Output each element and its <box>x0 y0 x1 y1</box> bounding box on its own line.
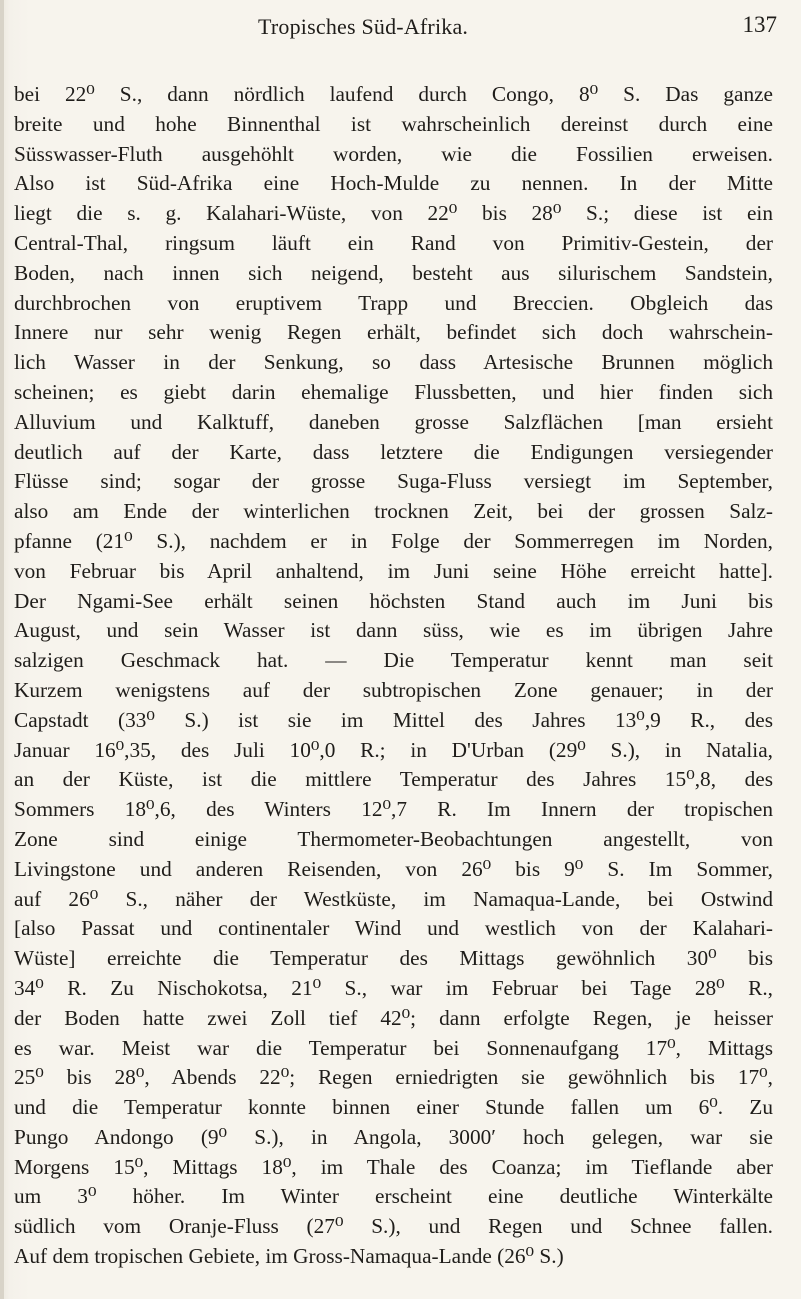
text-line: scheinen; es giebt darin ehemalige Flussbetten, und hier finden sich <box>14 379 773 404</box>
text-line: bei 22⁰ S., dann nördlich laufend durch Congo, 8⁰ S. Das ganze <box>14 82 773 106</box>
text-line: Sommers 18⁰,6, des Winters 12⁰,7 R. Im Innern der tropischen <box>14 797 773 822</box>
text-line: und die Temperatur konnte binnen einer Stunde fallen um 6⁰. Zu <box>14 1095 773 1120</box>
text-line: Morgens 15⁰, Mittags 18⁰, im Thale des Coanza; im Tieflande aber <box>14 1154 773 1179</box>
text-line: südlich vom Oranje-Fluss (27⁰ S.), und Regen und Schnee fallen. <box>14 1214 773 1239</box>
text-line: Alluvium und Kalktuff, daneben grosse Salzflächen [man ersieht <box>14 409 773 434</box>
text-line: um 3⁰ höher. Im Winter erscheint eine deutliche Winterkälte <box>14 1184 773 1209</box>
text-line: Der Ngami-See erhält seinen höchsten Stand auch im Juni bis <box>14 588 773 613</box>
text-line: Central-Thal, ringsum läuft ein Rand von Primitiv-Gestein, der <box>14 230 773 255</box>
text-line: Januar 16⁰,35, des Juli 10⁰,0 R.; in D'Urban (29⁰ S.), in Natalia, <box>14 737 773 762</box>
text-line: salzigen Geschmack hat. — Die Temperatur kennt man seit <box>14 648 773 673</box>
text-line: es war. Meist war die Temperatur bei Sonnenaufgang 17⁰, Mittags <box>14 1035 773 1060</box>
text-line: breite und hohe Binnenthal ist wahrscheinlich dereinst durch eine <box>14 111 773 136</box>
text-line: Kurzem wenigstens auf der subtropischen Zone genauer; in der <box>14 677 773 702</box>
text-line: also am Ende der winterlichen trocknen Zeit, bei der grossen Salz- <box>14 499 773 524</box>
text-line: 34⁰ R. Zu Nischokotsa, 21⁰ S., war im Februar bei Tage 28⁰ R., <box>14 975 773 1000</box>
text-line: deutlich auf der Karte, dass letztere die Endigungen versiegender <box>14 439 773 464</box>
text-line: 25⁰ bis 28⁰, Abends 22⁰; Regen erniedrigten sie gewöhnlich bis 17⁰, <box>14 1065 773 1090</box>
text-line: auf 26⁰ S., näher der Westküste, im Namaqua-Lande, bei Ostwind <box>14 886 773 911</box>
text-line: Zone sind einige Thermometer-Beobachtungen angestellt, von <box>14 826 773 851</box>
text-line: Capstadt (33⁰ S.) ist sie im Mittel des Jahres 13⁰,9 R., des <box>14 707 773 732</box>
page-header <box>0 8 801 48</box>
body-text <box>14 80 773 1272</box>
text-line: Boden, nach innen sich neigend, besteht aus silurischem Sandstein, <box>14 260 773 285</box>
text-line: lich Wasser in der Senkung, so dass Artesische Brunnen möglich <box>14 350 773 375</box>
running-title: Tropisches Süd-Afrika. <box>258 14 469 39</box>
text-line: der Boden hatte zwei Zoll tief 42⁰; dann erfolgte Regen, je heisser <box>14 1005 773 1030</box>
text-line: Flüsse sind; sogar der grosse Suga-Fluss versiegt im September, <box>14 469 773 494</box>
text-line: von Februar bis April anhaltend, im Juni seine Höhe erreicht hatte]. <box>14 558 773 583</box>
text-line: Pungo Andongo (9⁰ S.), in Angola, 3000′ hoch gelegen, war sie <box>14 1124 773 1149</box>
text-line: Livingstone und anderen Reisenden, von 26⁰ bis 9⁰ S. Im Sommer, <box>14 856 773 881</box>
text-line: pfanne (21⁰ S.), nachdem er in Folge der Sommerregen im Norden, <box>14 528 773 553</box>
text-line: Innere nur sehr wenig Regen erhält, befindet sich doch wahrschein- <box>14 320 773 345</box>
text-line: Wüste] erreichte die Temperatur des Mittags gewöhnlich 30⁰ bis <box>14 946 773 971</box>
text-line: [also Passat und continentaler Wind und westlich von der Kalahari- <box>14 916 773 941</box>
text-line: Süsswasser-Fluth ausgehöhlt worden, wie die Fossilien erweisen. <box>14 141 773 166</box>
text-line: August, und sein Wasser ist dann süss, wie es im übrigen Jahre <box>14 618 773 643</box>
text-line: an der Küste, ist die mittlere Temperatur des Jahres 15⁰,8, des <box>14 767 773 792</box>
text-line: durchbrochen von eruptivem Trapp und Breccien. Obgleich das <box>14 290 773 315</box>
text-line: liegt die s. g. Kalahari-Wüste, von 22⁰ bis 28⁰ S.; diese ist ein <box>14 201 773 226</box>
text-line: Auf dem tropischen Gebiete, im Gross-Namaqua-Lande (26⁰ S.) <box>14 1244 564 1269</box>
page-number: 137 <box>742 12 777 37</box>
page-binding-edge <box>0 0 4 1299</box>
text-line: Also ist Süd-Afrika eine Hoch-Mulde zu nennen. In der Mitte <box>14 171 773 196</box>
